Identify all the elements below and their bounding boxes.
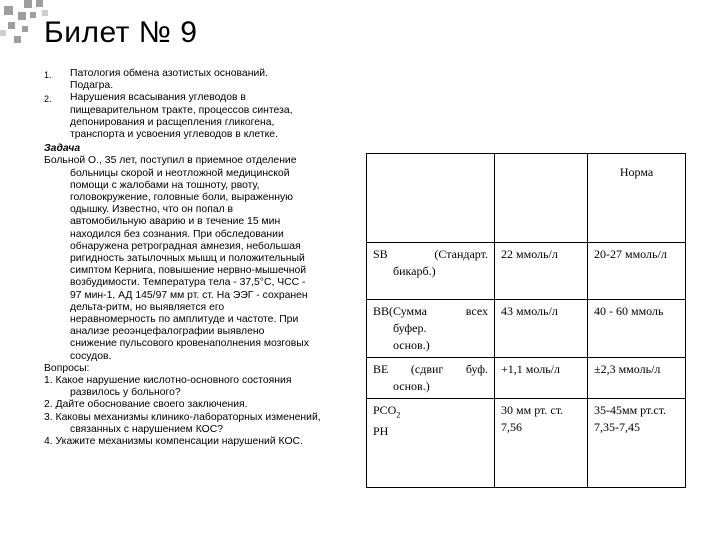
task-line: ригидность затылочных мышц и положительный: [70, 253, 305, 265]
task-line: дельта-ритм, но выявляется его: [70, 301, 225, 313]
norm-cell: ±2,3 ммоль/л: [588, 358, 686, 399]
task-first-line: Больной О., 35 лет, поступил в приемное отделение: [44, 155, 297, 167]
task-line: одышку. Известно, что он попал в: [70, 204, 234, 216]
value-cell: 43 ммоль/л: [495, 300, 588, 358]
task-line: больницы скорой и неотложной медицинской: [70, 167, 290, 179]
table-row: [367, 358, 686, 399]
indicator-cell: BB(Сумма всех буфер. основ.): [367, 300, 495, 358]
list-number: 1.: [44, 70, 52, 80]
list-item: [44, 68, 344, 92]
question-item: 4. Укажите механизмы компенсации нарушений КОС.: [44, 436, 303, 448]
topic-list: [44, 68, 344, 141]
list-item: [44, 92, 344, 141]
indicator-cell: BE (сдвиг буф. основ.): [367, 358, 495, 399]
question-item: 1. Какое нарушение кислотно-основного состояния развилось у больного?: [44, 375, 292, 399]
task-line: снижение пульсового кровенаполнения мозговых: [70, 338, 309, 350]
lab-values-table: [366, 153, 686, 488]
task-line: находился без сознания. При обследовании: [70, 228, 284, 240]
list-line: депонирования и расщепления гликогена,: [70, 116, 275, 128]
list-line: Подагра.: [70, 80, 114, 92]
value-cell: +1,1 моль/л: [495, 358, 588, 399]
task-line: автомобильную аварию и в течение 15 мин: [70, 216, 281, 228]
task-line: помощи с жалобами на тошноту, рвоту,: [70, 179, 260, 191]
list-line: Нарушения всасывания углеводов в: [70, 92, 246, 104]
table-header-row: [367, 154, 686, 243]
table-row: [367, 399, 686, 488]
indicator-cell: SB (Стандарт. бикарб.): [367, 243, 495, 300]
list-number: 2.: [44, 94, 52, 105]
value-cell: 22 ммоль/л: [495, 243, 588, 300]
questions-heading: Вопросы:: [44, 362, 90, 374]
task-line: симптом Кернига, повышение нервно-мышечной: [70, 265, 307, 277]
norm-cell: 35-45мм рт.ст. 7,35-7,45: [588, 399, 686, 488]
task-line: анализе реоэнцефалографии выявлено: [70, 326, 265, 338]
table-row: [367, 300, 686, 358]
task-heading: Задача: [44, 143, 81, 155]
list-line: Патология обмена азотистых оснований.: [70, 68, 268, 79]
task-line: головокружение, головные боли, выраженную: [70, 192, 293, 204]
indicator-cell: $PCO_2$ PH: [367, 399, 495, 488]
table-row: [367, 243, 686, 300]
ticket-content: [44, 68, 344, 448]
list-line: транспорта и усвоения углеводов в клетке.: [70, 129, 278, 141]
list-line: пищеварительном тракте, процессов синтеза,: [70, 104, 293, 116]
task-body: [44, 168, 344, 363]
task-line: неравномерность по амплитуде и частоте. При: [70, 314, 299, 326]
question-item: 3. Каковы механизмы клинико-лабораторных изменений, связанных с нарушением КОС?: [44, 411, 321, 435]
norm-cell: 40 - 60 ммоль: [588, 300, 686, 358]
page-title: Билет № 9: [44, 16, 198, 49]
task-line: возбудимости. Температура тела - 37,5°С, ЧСС -: [70, 277, 306, 289]
question-item: 2. Дайте обоснование своего заключения.: [44, 399, 248, 411]
norm-column-header: Норма: [588, 154, 686, 243]
task-line: 97 мин-1, АД 145/97 мм рт. ст. На ЭЭГ - сохранен: [70, 289, 308, 301]
task-line: сосудов.: [70, 350, 112, 362]
norm-cell: 20-27 ммоль/л: [588, 243, 686, 300]
task-line: обнаружена ретроградная амнезия, небольшая: [70, 240, 301, 252]
value-cell: 30 мм рт. ст. 7,56: [495, 399, 588, 488]
